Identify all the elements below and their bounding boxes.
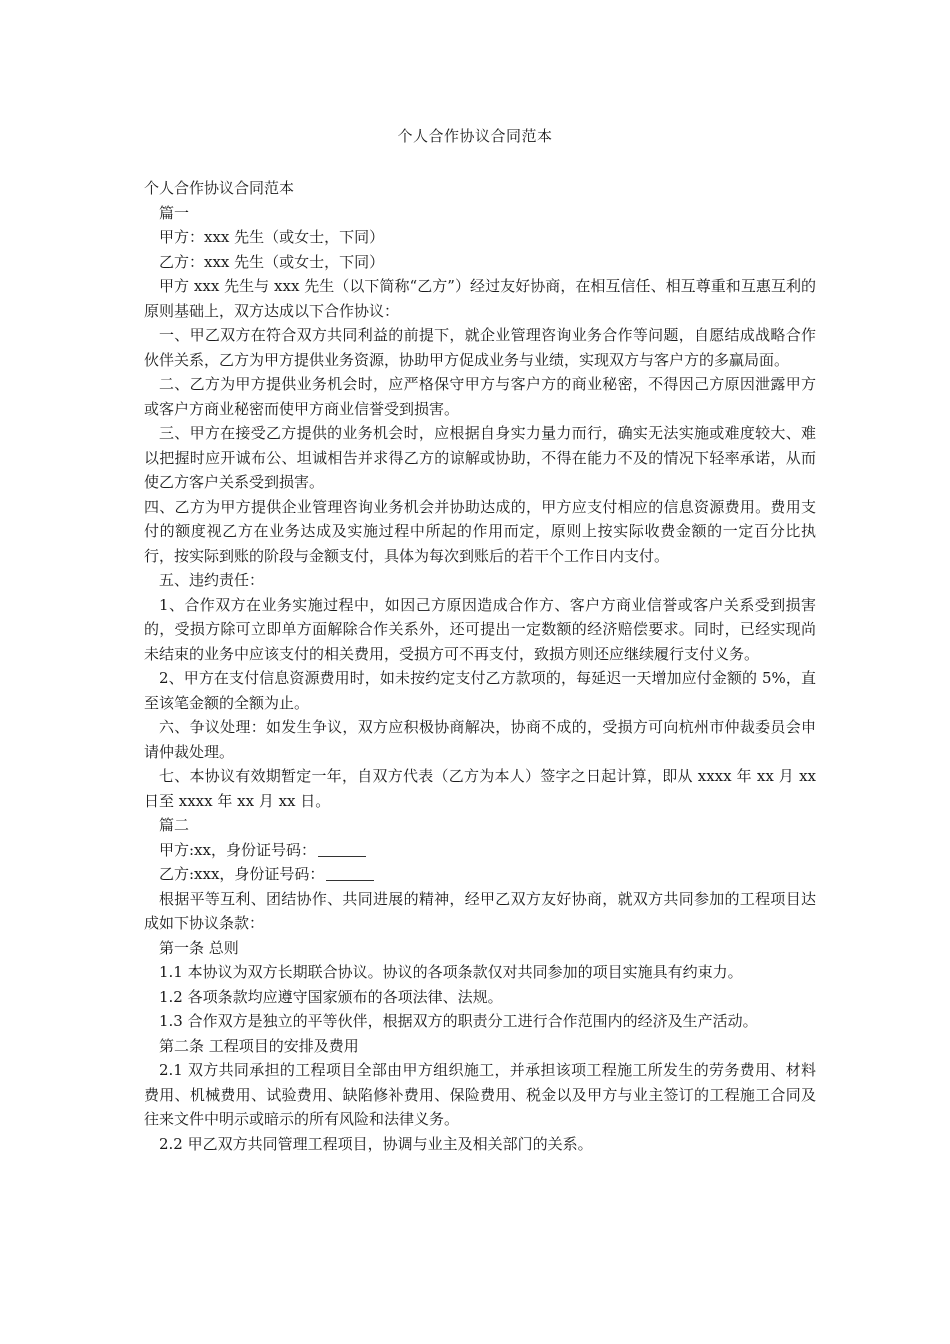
- article-item: 2.1 双方共同承担的工程项目全部由甲方组织施工，并承担该项工程施工所发生的劳务费用、材料费用、机械费用、试验费用、缺陷修补费用、保险费用、税金以及甲方与业主签订的工程施工合同及往来文件中明示或暗示的所有风险和法律义务。: [144, 1061, 816, 1128]
- party-a-line: [144, 838, 816, 863]
- clause-paragraph: 2、甲方在支付信息资源费用时，如未按约定支付乙方款项的，每延迟一天增加应付金额的 5%，直至该笔金额的全额为止。: [144, 669, 816, 712]
- clause-paragraph: 六、争议处理：如发生争议，双方应积极协商解决，协商不成的，受损方可向杭州市仲裁委员会申请仲裁处理。: [144, 718, 816, 761]
- clause-paragraph: 一、甲乙双方在符合双方共同利益的前提下，就企业管理咨询业务合作等问题，自愿结成战略合作伙伴关系，乙方为甲方提供业务资源，协助甲方促成业务与业绩，实现双方与客户方的多赢局面。: [144, 326, 816, 369]
- blank-underline: [318, 842, 366, 857]
- article-item: 1.1 本协议为双方长期联合协议。协议的各项条款仅对共同参加的项目实施具有约束力。: [159, 963, 743, 981]
- clause-heading: 五、违约责任：: [159, 571, 265, 589]
- article-item: 1.2 各项条款均应遵守国家颁布的各项法律、法规。: [159, 987, 503, 1006]
- article-item: 1.3 合作双方是独立的平等伙伴，根据双方的职责分工进行合作范围内的经济及生产活动。: [159, 1012, 758, 1030]
- clause-paragraph: 四、乙方为甲方提供企业管理咨询业务机会并协助达成的，甲方应支付相应的信息资源费用。费用支付的额度视乙方在业务达成及实施过程中所起的作用而定，原则上按实际收费金额的一定百分比执行，按实际到账的阶段与金额支付，具体为每次到账后的若干个工作日内支付。: [144, 497, 816, 565]
- clause-paragraph: 七、本协议有效期暂定一年，自双方代表（乙方为本人）签字之日起计算，即从 xxxx 年 xx 月 xx 日至 xxxx 年 xx 月 xx 日。: [144, 767, 816, 810]
- paragraph: 甲方 xxx 先生与 xxx 先生（以下简称“乙方”）经过友好协商，在相互信任、相互尊重和互惠互利的原则基础上，双方达成以下合作协议：: [144, 277, 816, 320]
- clause-paragraph: 三、甲方在接受乙方提供的业务机会时，应根据自身实力量力而行，确实无法实施或难度较大、难以把握时应开诚布公、坦诚相告并求得乙方的谅解或协助，不得在能力不及的情况下轻率承诺，从而使乙方客户关系受到损害。: [144, 424, 816, 491]
- section-heading: 篇二: [159, 816, 190, 834]
- clause-paragraph: 1、合作双方在业务实施过程中，如因己方原因造成合作方、客户方商业信誉或客户关系受到损害的，受损方除可立即单方面解除合作关系外，还可提出一定数额的经济赔偿要求。同时，已经实现尚未结束的业务中应该支付的相关费用，受损方可不再支付，致损方则还应继续履行支付义务。: [144, 595, 816, 663]
- blank-underline: [326, 866, 374, 881]
- article-item: 2.2 甲乙双方共同管理工程项目，协调与业主及相关部门的关系。: [159, 1134, 593, 1153]
- party-b-id-label: 乙方:xxx，身份证号码：: [159, 865, 325, 883]
- article-heading: 第二条 工程项目的安排及费用: [159, 1036, 359, 1055]
- paragraph: 根据平等互利、团结协作、共同进展的精神，经甲乙双方友好协商，就双方共同参加的工程项目达成如下协议条款：: [144, 889, 816, 932]
- clause-paragraph: 二、乙方为甲方提供业务机会时，应严格保守甲方与客户方的商业秘密，不得因己方原因泄露甲方或客户方商业秘密而使甲方商业信誉受到损害。: [144, 375, 816, 418]
- document-title: 个人合作协议合同范本: [397, 127, 553, 145]
- party-b-line: 乙方：xxx 先生（或女士，下同）: [159, 252, 385, 271]
- party-a-id-label: 甲方:xx，身份证号码：: [159, 840, 316, 859]
- document-subtitle: 个人合作协议合同范本: [144, 179, 295, 197]
- document-body: [144, 176, 816, 1156]
- article-heading: 第一条 总则: [159, 938, 239, 957]
- party-a-line: 甲方：xxx 先生（或女士，下同）: [159, 228, 385, 246]
- section-heading: 篇一: [159, 203, 190, 222]
- party-b-line: [144, 862, 816, 887]
